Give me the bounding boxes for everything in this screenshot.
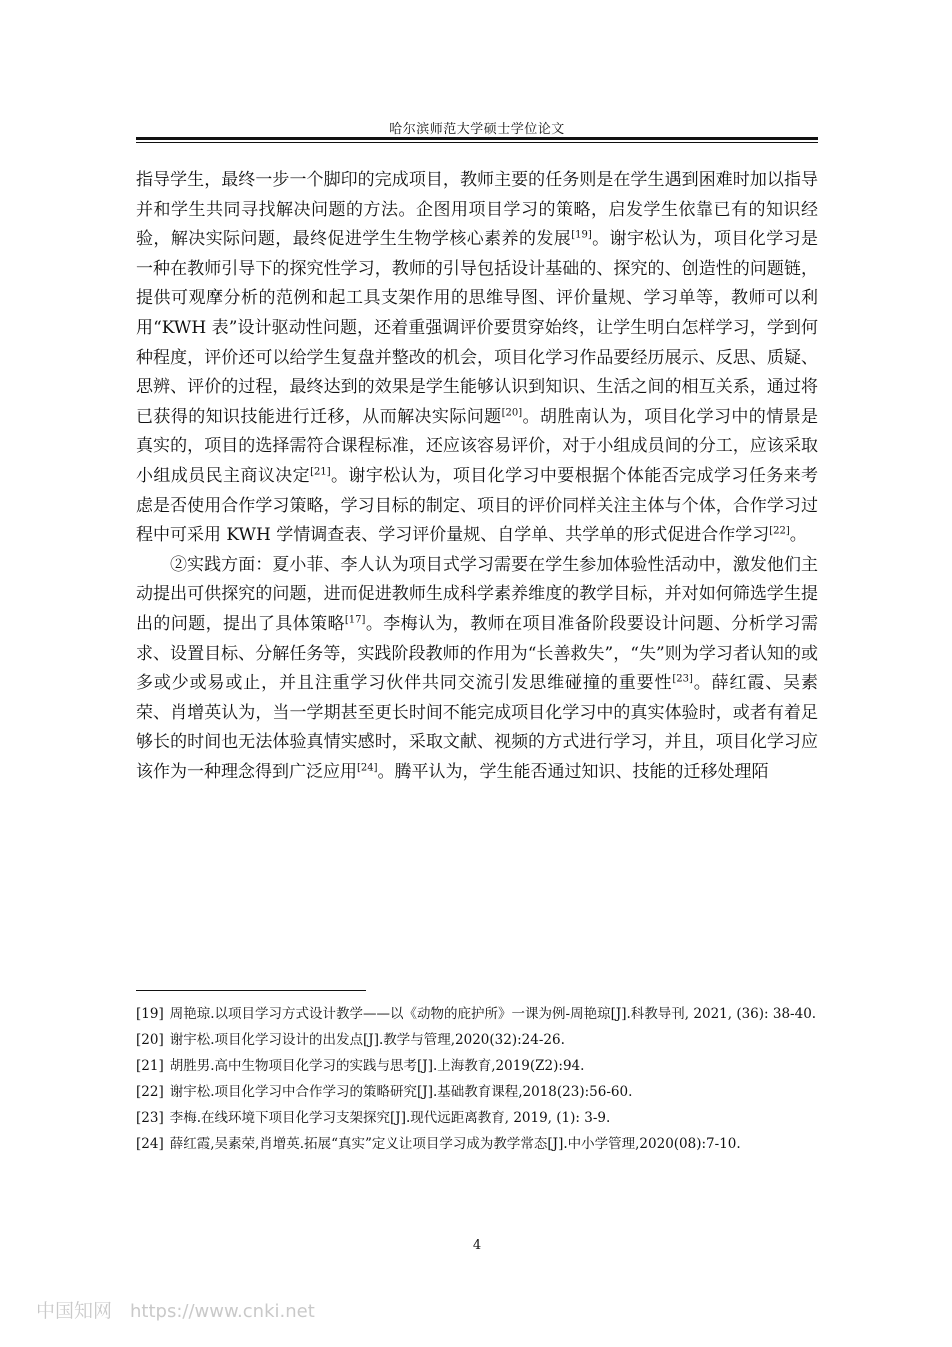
watermark-url: https://www.cnki.net: [130, 1301, 315, 1322]
watermark-brand: 中国知网: [36, 1300, 113, 1322]
footnote-separator: [136, 990, 366, 991]
header-rule-thick: [136, 137, 818, 140]
footnote-21: [21] 胡胜男.高中生物项目化学习的实践与思考[J].上海教育,2019(Z2):94.: [136, 1058, 585, 1074]
citation-21: [21]: [310, 466, 331, 478]
citation-17: [17]: [344, 614, 366, 626]
footnote-20: [20] 谢宇松.项目化学习设计的出发点[J].教学与管理,2020(32):24-26.: [136, 1032, 565, 1048]
body-text: [136, 166, 818, 787]
cnki-watermark: [36, 1296, 315, 1323]
footnote-19: [19] 周艳琼.以项目学习方式设计教学——以《动物的庇护所》一课为例-周艳琼[J].科教导刊, 2021, (36): 38-40.: [136, 1006, 817, 1022]
page-number: 4: [472, 1238, 482, 1253]
footnote-24: [24] 薛红霞,吴素荣,肖增英.拓展“真实”定义让项目学习成为教学常态[J].中小学管理,2020(08):7-10.: [136, 1136, 741, 1152]
paragraph-2: ②实践方面：夏小菲、李人认为项目式学习需要在学生参加体验性活动中，激发他们主动提出可供探究的问题，进而促进教师生成科学素养维度的教学目标，并对如何筛选学生提出的问题，提出了具体策略[17]。李梅认为，教师在项目准备阶段要设计问题、分析学习需求、设置目标、分解任务等，实践阶段教师的作用为“长善救失”，“失”则为学习者认知的或多或少或易或止，并且注重学习伙伴共同交流引发思维碰撞的重要性[23]。薛红霞、吴素荣、肖增英认为，当一学期甚至更长时间不能完成项目化学习中的真实体验时，或者有着足够长的时间也无法体验真情实感时，采取文献、视频的方式进行学习，并且，项目化学习应该作为一种理念得到广泛应用[24]。腾平认为，学生能否通过知识、技能的迁移处理陌: [136, 554, 819, 782]
running-header: 哈尔滨师范大学硕士学位论文: [389, 122, 565, 137]
citation-20: [20]: [501, 407, 523, 419]
footnotes: [136, 1003, 818, 1159]
header-rule-thin: [136, 142, 818, 143]
citation-22: [22]: [769, 525, 790, 537]
citation-23: [23]: [672, 673, 693, 685]
citation-19: [19]: [571, 229, 592, 241]
citation-24: [24]: [357, 762, 378, 774]
paragraph-1: 指导学生，最终一步一个脚印的完成项目，教师主要的任务则是在学生遇到困难时加以指导并和学生共同寻找解决问题的方法。企图用项目学习的策略，启发学生依靠已有的知识经验，解决实际问题，最终促进学生生物学核心素养的发展[19]。谢宇松认为，项目化学习是一种在教师引导下的探究性学习，教师的引导包括设计基础的、探究的、创造性的问题链，提供可观摩分析的范例和起工具支架作用的思维导图、评价量规、学习单等，教师可以利用“KWH 表”设计驱动性问题，还着重强调评价要贯穿始终，让学生明白怎样学习，学到何种程度，评价还可以给学生复盘并整改的机会，项目化学习作品要经历展示、反思、质疑、思辨、评价的过程，最终达到的效果是学生能够认识到知识、生活之间的相互关系，通过将已获得的知识技能进行迁移，从而解决实际问题[20]。胡胜南认为，项目化学习中的情景是真实的，项目的选择需符合课程标准，还应该容易评价，对于小组成员间的分工，应该采取小组成员民主商议决定[21]。谢宇松认为，项目化学习中要根据个体能否完成学习任务来考虑是否使用合作学习策略，学习目标的制定、项目的评价同样关注主体与个体，合作学习过程中可采用 KWH 学情调查表、学习评价量规、自学单、共学单的形式促进合作学习[22]。: [136, 170, 819, 546]
footnote-22: [22] 谢宇松.项目化学习中合作学习的策略研究[J].基础教育课程,2018(23):56-60.: [136, 1084, 633, 1100]
footnote-23: [23] 李梅.在线环境下项目化学习支架探究[J].现代远距离教育, 2019, (1): 3-9.: [136, 1110, 611, 1126]
